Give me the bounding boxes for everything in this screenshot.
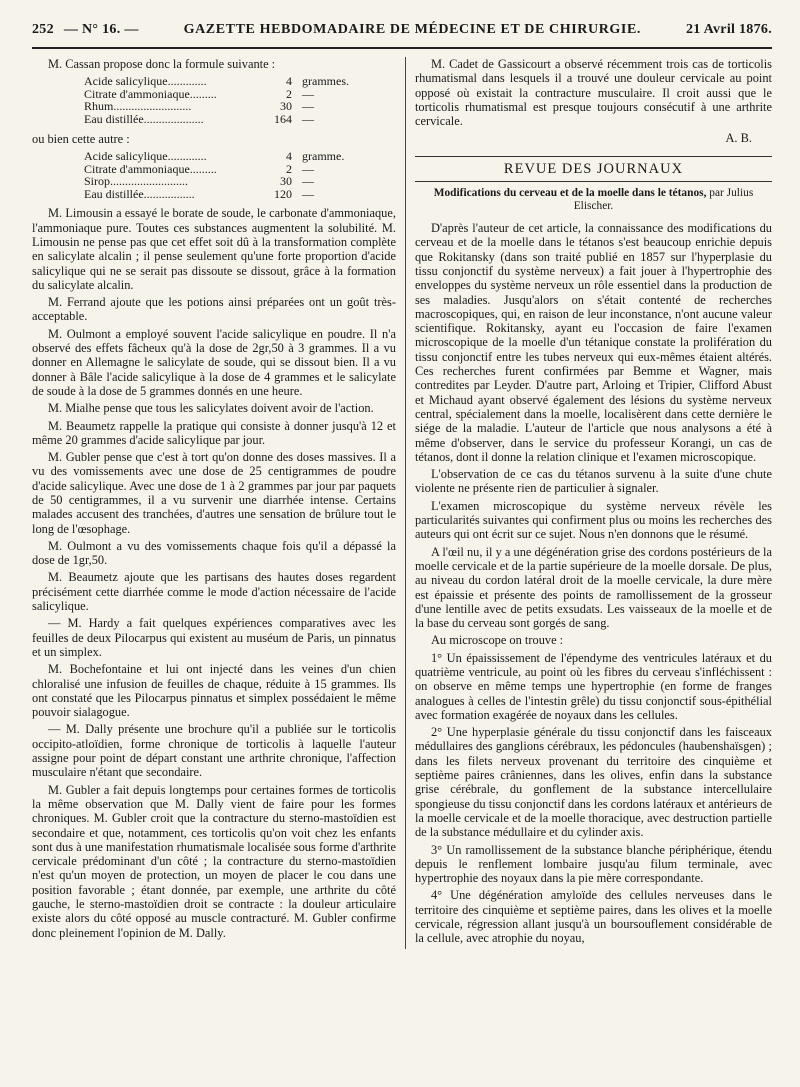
paragraph-dally: — M. Dally présente une brochure qu'il a publiée sur le torticolis occipito-atloïdien, forme chronique de torticolis à laquelle l'auteur assigne pour point de départ constant une arthrite chronique, l'affection musculaire n'étant que secondaire.	[32, 722, 396, 780]
formula-quantity: 4	[286, 74, 292, 89]
formula-unit: —	[302, 99, 314, 114]
formula-ingredient: Eau distillée....................	[84, 112, 204, 127]
formula-unit: gramme.	[302, 148, 345, 163]
formula-2	[84, 150, 396, 200]
paragraph-cadet: M. Cadet de Gassicourt a observé récemment trois cas de torticolis rhumatismal dans lesquels il a trouvé une douleur cervicale au point opposé où existait la contracture musculaire. Il croit aussi que le torticolis rhumatismal est presque toujours consécutif à une arthrite cervicale.	[414, 57, 772, 129]
formula-unit: grammes.	[302, 74, 349, 89]
paragraph-oulmont-2: M. Oulmont a vu des vomissements chaque fois qu'il a dépassé la dose de 1gr,50.	[32, 538, 396, 568]
section-title: REVUE DES JOURNAUX	[415, 156, 772, 182]
paragraph-hardy: — M. Hardy a fait quelques expériences comparatives avec les feuilles de deux Pilocarpus qui existent au muséum de Paris, un pinnatus et un simplex.	[32, 616, 396, 659]
paragraph-oulmont: M. Oulmont a employé souvent l'acide salicylique en poudre. Il n'a observé des effets fâcheux qu'à la dose de 2gr,50 à 3 grammes. Il a vu donner en Allemagne le salicylate de soude, qui se dissout bien. Il a vu donner à Bâle l'acide salicylique à la dose de 4 grammes et le salicylate de soude à la dose de 5 grammes donnés en une heure.	[32, 326, 396, 398]
formula-row	[84, 175, 396, 188]
right-column	[405, 57, 772, 949]
paragraph-limousin: M. Limousin a essayé le borate de soude, le carbonate d'ammoniaque, l'ammoniaque pure. Toutes ces substances augmentent la solubilité. M. Limousin ne pense pas que cet effet soit dû à la transformation complète en salicylate alcalin ; il pense seulement qu'une forte proportion d'acide salicylique qui ne se serait pas dissoute se dissout, grâce à la formation du salicylate alcalin.	[32, 206, 396, 292]
paragraph-8: 3° Un ramollissement de la substance blanche périphérique, étendu depuis le renflement lombaire jusqu'au filum terminale, avec hypertrophie des noyaux dans la pie mère correspondante.	[414, 842, 772, 886]
formula-quantity: 164	[274, 112, 292, 127]
formula-quantity: 4	[286, 148, 292, 163]
formula-ingredient: Sirop..........................	[84, 174, 189, 189]
paragraph-gubler: M. Gubler pense que c'est à tort qu'on donne des doses massives. Il a vu des vomissements avec une dose de 25 centigrammes de poudre d'acide salicylique. Avec une dose de 1 à 2 grammes par jour par paquets de 50 centigrammes, il a vu survenir une diarrhée intense. Certains malades accusent des tranchées, d'autres une sensation de brûlure tout le long de l'œsophage.	[32, 450, 396, 536]
article-title-main: Modifications du cerveau et de la moelle dans le tétanos,	[433, 187, 707, 200]
header-left	[32, 22, 139, 38]
formula-quantity: 120	[274, 186, 292, 201]
formula-quantity: 30	[280, 174, 292, 189]
paragraph-gubler-2: M. Gubler a fait depuis longtemps pour certaines formes de torticolis la même observation que M. Dally vient de faire pour les formes chroniques. M. Gubler croit que la contracture du sterno-mastoïdien est secondaire et que, notamment, ces torticolis qu'on voit chez les enfants sont dus à une manifestation rhumatismale localisée sous forme d'arthrite cervicale prédominant d'un côté ; la contracture du sterno-mastoïdien n'est qu'un moyen de protection, un moyen de placer le cou dans une position favorable ; étant donnée, par exemple, une arthrite du côté gauche, le sterno-mastoïdien droit se contracte : la douleur articulaire existe alors du côté opposé au muscle contracturé. M. Gubler confirme donc pleinement l'opinion de M. Dally.	[32, 782, 396, 940]
formula-unit: —	[302, 161, 314, 176]
signature: A. B.	[725, 131, 752, 146]
paragraph-beaumetz: M. Beaumetz rappelle la pratique qui consiste à donner jusqu'à 12 et même 20 grammes d'acide salicylique par jour.	[32, 418, 396, 447]
paragraph-4: A l'œil nu, il y a une dégénération grise des cordons postérieurs de la moelle cervicale et de la partie supérieure de la moelle dorsale. De plus, au niveau du cordon latéral droit de la moelle cervicale, la dure mère est épaissie et présente des points de ramollissement de la grosseur d'une lentille avec de petits exsudats. Les vaisseaux de la moelle et de la base du cerveau sont gorgés de sang.	[414, 544, 772, 631]
paragraph-bochefontaine: M. Bochefontaine et lui ont injecté dans les veines d'un chien chloralisé une infusion de feuilles de chaque, réduite à 15 grammes. Ils ont constaté que les Pilocarpus pinnatus et simplex possédaient le même pouvoir sialagogue.	[32, 662, 396, 720]
paragraph-beaumetz-2: M. Beaumetz ajoute que les partisans des hautes doses regardent précisément cette diarrhée comme le mode d'action nécessaire de l'acide salicylique.	[32, 570, 396, 614]
columns	[32, 57, 772, 949]
paragraph-9: 4° Une dégénération amyloïde des cellules nerveuses dans le territoire des cinquième et septième paires, dans les olives et la moelle cervicale, régression allant jusqu'à un boursouflement considérable de la cellule, avec atrophie du noyau,	[414, 888, 772, 946]
paragraph-5: Au microscope on trouve :	[430, 633, 564, 648]
page-number: 252	[32, 22, 54, 37]
page-header	[32, 22, 772, 49]
paragraph-3: L'examen microscopique du système nerveux révèle les particularités suivantes qui confirment plus ou moins les recherches des auteurs qui ont écrit sur ce sujet. Nous n'en donnons que le résumé.	[414, 498, 772, 542]
paragraph-ferrand: M. Ferrand ajoute que les potions ainsi préparées ont un goût très-acceptable.	[32, 295, 396, 324]
article-title	[415, 187, 772, 213]
formula-row	[84, 75, 396, 88]
formula-ingredient: Rhum..........................	[84, 99, 192, 114]
formula-ingredient: Eau distillée.................	[84, 186, 195, 201]
paragraph-or: ou bien cette autre :	[32, 131, 130, 146]
formula-quantity: 2	[286, 161, 292, 176]
formula-ingredient: Citrate d'ammoniaque.........	[84, 161, 217, 176]
article-author: par Julius Elischer.	[573, 187, 754, 213]
formula-unit: —	[302, 86, 314, 101]
paragraph-cassan: M. Cassan propose donc la formule suivante :	[48, 57, 276, 71]
formula-unit: —	[302, 186, 314, 201]
formula-ingredient: Citrate d'ammoniaque.........	[84, 86, 217, 101]
formula-ingredient: Acide salicylique.............	[84, 74, 207, 89]
issue-date: 21 Avril 1876.	[686, 22, 772, 37]
journal-title: GAZETTE HEBDOMADAIRE DE MÉDECINE ET DE CHIRURGIE.	[183, 22, 641, 37]
formula-quantity: 30	[280, 99, 292, 114]
formula-row	[84, 188, 396, 201]
formula-ingredient: Acide salicylique.............	[84, 148, 207, 163]
paragraph-1: D'après l'auteur de cet article, la connaissance des modifications du cerveau et de la moelle dans le tétanos s'est beaucoup enrichie depuis que Rokitansky (dans son traité publié en 1857 sur l'hyperplasie du tissu conjonctif du système nerveux) a fait jouer à l'hypertrophie des enveloppes du système nerveux un rôle essentiel dans la production de ses maladies. Jusqu'alors on s'était contenté de recherches macroscopiques, qui, en raison de leur inconstance, n'ont aucune valeur scientifique. Rokitansky, ayant eu l'occasion de faire l'examen microscopique de la moelle d'un tétanique constate la prolifération du tissu conjonctif entre les tubes nerveux qui eux-mêmes étaient altérés. Ces recherches furent confirmées par Bemme et Wagner, mais contredites par Leyder. D'autre part, Arloing et Tripier, Clifford Abust et Michaud ayant observé également des lésions du système nerveux central, spécialement dans la moelle, localisèrent dans cette dernière le siége de la maladie. L'auteur de l'article que nous analysons a été à même d'observer, dans le service du professeur Korangi, un cas de tétanos, dont il donne la relation clinique et l'examen microscopique.	[414, 221, 772, 464]
left-column	[32, 57, 405, 949]
paragraph-2: L'observation de ce cas du tétanos survenu à la suite d'une chute violente ne présente rien de particulier à signaler.	[414, 467, 772, 496]
paragraph-6: 1° Un épaississement de l'épendyme des ventricules latéraux et du quatrième ventricule, au point où les fibres du cerveau s'infléchissent : on observe en même temps une hypertrophie (en forme de franges analogues à celles de l'intestin grêle) du tissu conjonctif sous-épithélial avec formation exagérée de noyaux dans les cellules.	[414, 650, 772, 722]
formula-row	[84, 150, 396, 163]
formula-quantity: 2	[286, 86, 292, 101]
paragraph-mialhe: M. Mialhe pense que tous les salicylates doivent avoir de l'action.	[48, 401, 374, 416]
formula-row	[84, 113, 396, 126]
issue-number: — N° 16. —	[63, 22, 139, 37]
paragraph-7: 2° Une hyperplasie générale du tissu conjonctif dans les faisceaux médullaires des ganglions cérébraux, les pédoncules (haubenshaïsgen) ; dans les filets nerveux provenant du territoire des cinquième et septième paires crâniennes, dans les olives, enfin dans la substance grise cérébrale, du gonflement de la substance intercellulaire spongieuse du tissu conjonctif dans les cordons latéraux et antérieurs de la moelle cervicale et de la moelle thoracique, avec destruction partielle de la substance médullaire et du cylinder axis.	[414, 725, 772, 840]
formula-unit: —	[302, 112, 314, 127]
formula-unit: —	[302, 174, 314, 189]
formula-1	[84, 75, 396, 125]
